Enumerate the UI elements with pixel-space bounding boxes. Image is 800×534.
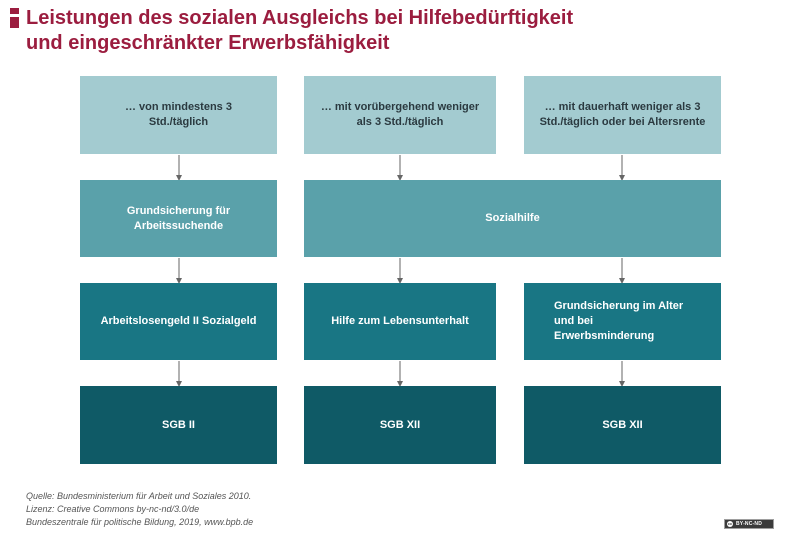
benefit-box-2: Hilfe zum Lebensunterhalt xyxy=(304,283,496,360)
title-line-2: und eingeschränkter Erwerbsfähigkeit xyxy=(26,32,390,54)
law-box-3: SGB XII xyxy=(524,386,721,464)
system-box-sozialhilfe: Sozialhilfe xyxy=(304,180,721,257)
capacity-box-3: … mit dauerhaft weniger als 3 Std./täglich oder bei Altersrente xyxy=(524,76,721,154)
law-box-1: SGB II xyxy=(80,386,277,464)
footer-publisher: Bundeszentrale für politische Bildung, 2019, www.bpb.de xyxy=(26,517,254,527)
benefit-box-1: Arbeitslosengeld II Sozialgeld xyxy=(80,283,277,360)
title-line-1: Leistungen des sozialen Ausgleichs bei Hilfebedürftigkeit xyxy=(26,7,574,29)
law-box-2: SGB XII xyxy=(304,386,496,464)
footer-source: Quelle: Bundesministerium für Arbeit und Soziales 2010. xyxy=(26,491,252,501)
footer xyxy=(26,490,253,529)
footer-license: Lizenz: Creative Commons by-nc-nd/3.0/de xyxy=(26,504,200,514)
benefit-box-3: Grundsicherung im Alter und bei Erwerbsminderung xyxy=(524,283,721,360)
capacity-box-2: … mit vorübergehend weniger als 3 Std./täglich xyxy=(304,76,496,154)
cc-icon: cc xyxy=(727,521,733,526)
license-badge-text: BY-NC-ND xyxy=(736,521,763,527)
license-badge xyxy=(724,519,774,529)
system-box-grundsicherung: Grundsicherung für Arbeitssuchende xyxy=(80,180,277,257)
capacity-box-1: … von mindestens 3 Std./täglich xyxy=(80,76,277,154)
